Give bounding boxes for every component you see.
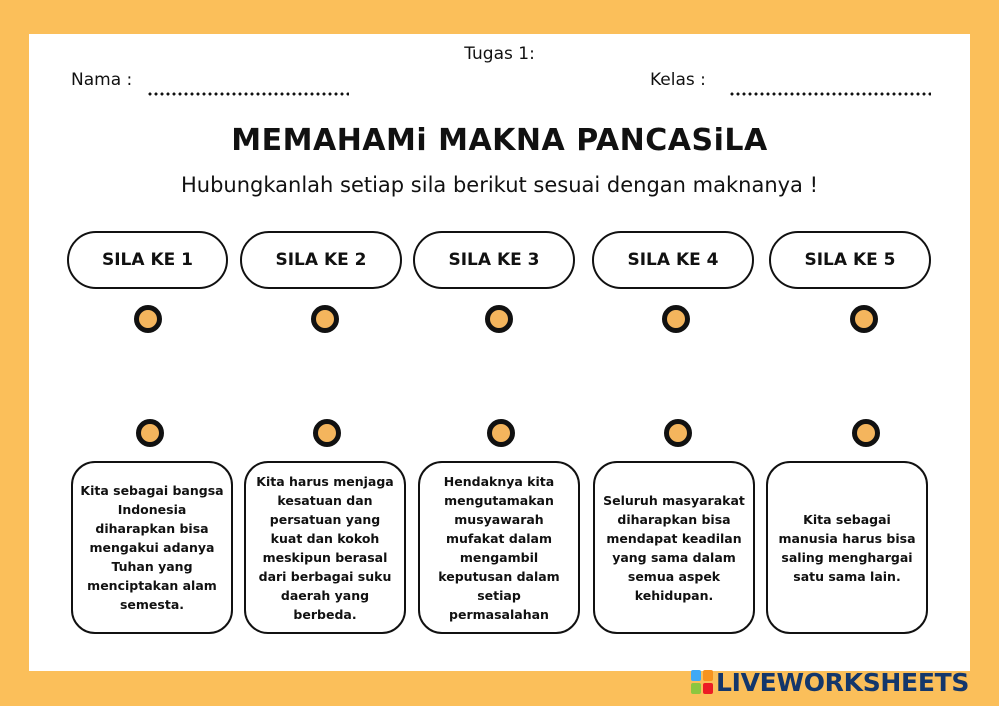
meaning-3-connector[interactable] (487, 419, 515, 447)
sila-5-connector[interactable] (850, 305, 878, 333)
meaning-1-text: Kita sebagai bangsa Indonesia diharapkan bisa mengakui adanya Tuhan yang menciptakan alam semesta. (80, 483, 224, 612)
name-field[interactable] (147, 92, 349, 96)
meaning-3-text: Hendaknya kita mengutamakan musyawarah mufakat dalam mengambil keputusan dalam setiap permasalahan (438, 473, 560, 622)
instruction-text: Hubungkanlah setiap sila berikut sesuai dengan maknanya ! (180, 173, 819, 197)
meaning-card-5 (766, 461, 928, 634)
sila-3-label: SILA KE 3 (448, 250, 540, 270)
name-label: Nama : (71, 70, 133, 90)
meaning-card-3 (418, 461, 580, 634)
sila-1-pill (67, 231, 228, 289)
sila-2-connector[interactable] (311, 305, 339, 333)
class-label: Kelas : (650, 70, 706, 90)
sila-1-label: SILA KE 1 (101, 250, 193, 270)
worksheet-page (29, 34, 970, 671)
sila-5-pill (769, 231, 931, 289)
sila-4-connector[interactable] (662, 305, 690, 333)
sila-1-connector[interactable] (134, 305, 162, 333)
brand-name: LIVEWORKSHEETS (716, 667, 970, 697)
task-label: Tugas 1: (464, 44, 535, 64)
sila-4-pill (592, 231, 754, 289)
sila-2-label: SILA KE 2 (275, 250, 367, 270)
meaning-card-4 (593, 461, 755, 634)
meaning-1-connector[interactable] (136, 419, 164, 447)
meaning-card-2 (244, 461, 406, 634)
meaning-5-text: Kita sebagai manusia harus bisa saling menghargai satu sama lain. (778, 511, 916, 584)
sila-2-pill (240, 231, 402, 289)
meaning-2-connector[interactable] (313, 419, 341, 447)
sila-3-connector[interactable] (485, 305, 513, 333)
brand-icon (691, 670, 713, 694)
sila-3-pill (413, 231, 575, 289)
liveworksheets-logo (691, 666, 969, 698)
meaning-2-text: Kita harus menjaga kesatuan dan persatuan yang kuat dan kokoh meskipun berasal dari berbagai suku daerah yang berbeda. (256, 473, 394, 622)
sila-5-label: SILA KE 5 (804, 250, 896, 270)
sila-4-label: SILA KE 4 (627, 250, 719, 270)
meaning-card-1 (71, 461, 233, 634)
class-field[interactable] (729, 92, 931, 96)
page-title: MEMAHAMi MAKNA PANCASiLA (231, 123, 768, 158)
meaning-5-connector[interactable] (852, 419, 880, 447)
meaning-4-text: Seluruh masyarakat diharapkan bisa mendapat keadilan yang sama dalam semua aspek kehidupan. (603, 492, 745, 603)
meaning-4-connector[interactable] (664, 419, 692, 447)
